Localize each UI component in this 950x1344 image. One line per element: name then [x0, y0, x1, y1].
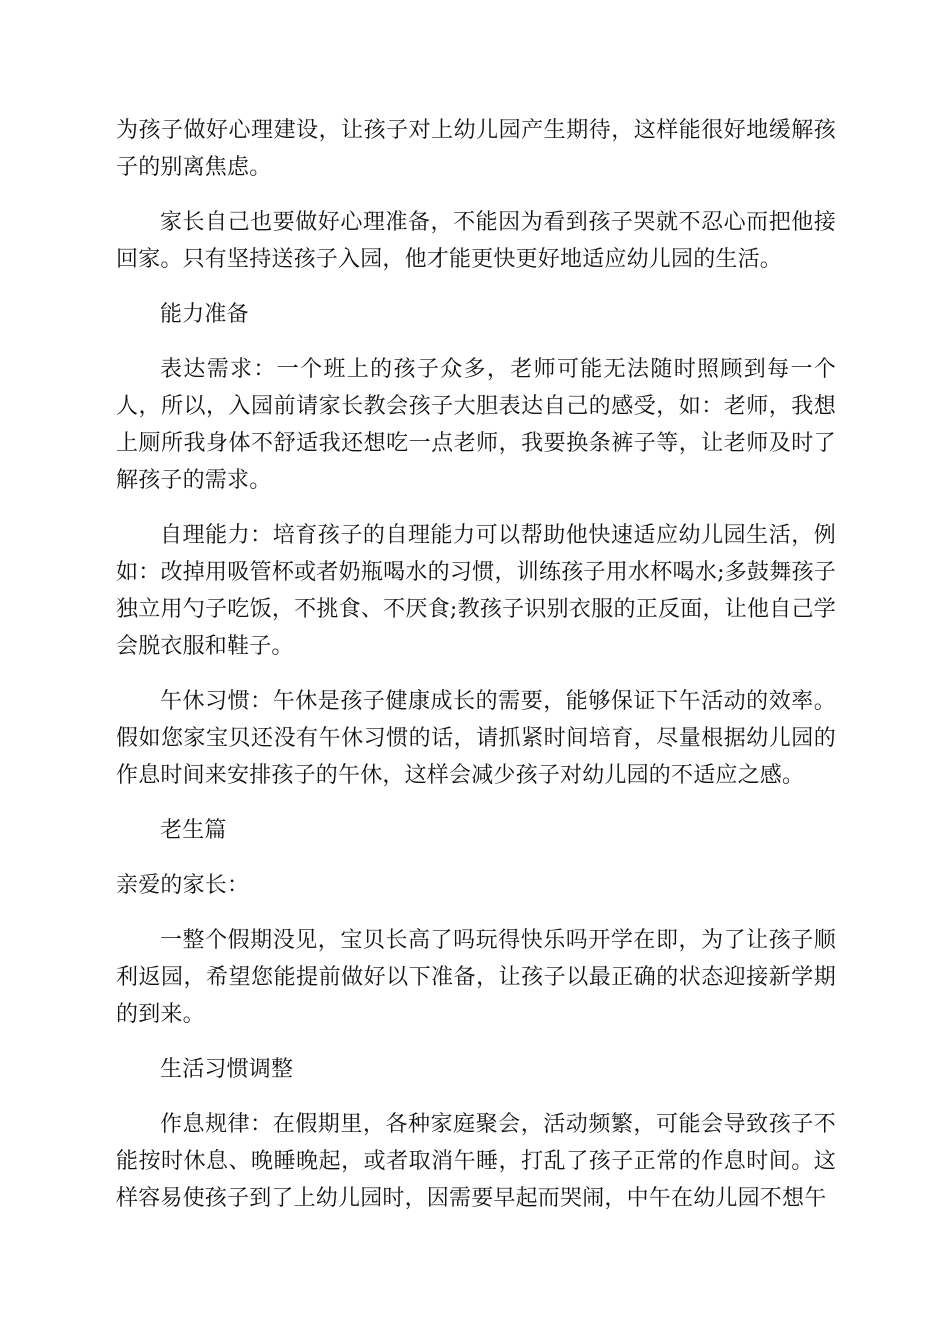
paragraph-express-needs: 表达需求：一个班上的孩子众多，老师可能无法随时照顾到每一个人，所以，入园前请家长教会孩子大胆表达自己的感受，如：老师，我想上厕所我身体不舒适我还想吃一点老师，我要换条裤子等，让老师及时了解孩子的需求。: [116, 357, 836, 493]
paragraph-schedule: 作息规律：在假期里，各种家庭聚会，活动频繁，可能会导致孩子不能按时休息、晚睡晚起，或者取消午睡，打乱了孩子正常的作息时间。这样容易使孩子到了上幼儿园时，因需要早起而哭闹，中午在幼儿园不想午: [116, 1112, 836, 1211]
paragraph-2: 家长自己也要做好心理准备，不能因为看到孩子哭就不忍心而把他接回家。只有坚持送孩子入园，他才能更快更好地适应幼儿园的生活。: [116, 210, 836, 272]
document-body: [116, 112, 836, 1235]
paragraph-intro: 一整个假期没见，宝贝长高了吗玩得快乐吗开学在即，为了让孩子顺利返园，希望您能提前做好以下准备，让孩子以最正确的状态迎接新学期的到来。: [116, 928, 836, 1027]
paragraph-1: 为孩子做好心理建设，让孩子对上幼儿园产生期待，这样能很好地缓解孩子的别离焦虑。: [116, 118, 836, 180]
paragraph-nap-habit: 午休习惯：午休是孩子健康成长的需要，能够保证下午活动的效率。假如您家宝贝还没有午休习惯的话，请抓紧时间培育，尽量根据幼儿园的作息时间来安排孩子的午休，这样会减少孩子对幼儿园的不适应之感。: [116, 689, 836, 788]
section-heading-returning: 老生篇: [160, 818, 227, 843]
section-heading-habits: 生活习惯调整: [160, 1057, 294, 1082]
salutation: 亲爱的家长：: [116, 873, 250, 898]
section-heading-ability: 能力准备: [160, 302, 249, 327]
paragraph-self-care: 自理能力：培育孩子的自理能力可以帮助他快速适应幼儿园生活，例如：改掉用吸管杯或者奶瓶喝水的习惯，训练孩子用水杯喝水;多鼓舞孩子独立用勺子吃饭，不挑食、不厌食;教孩子识别衣服的正反面，让他自己学会脱衣服和鞋子。: [116, 523, 836, 659]
